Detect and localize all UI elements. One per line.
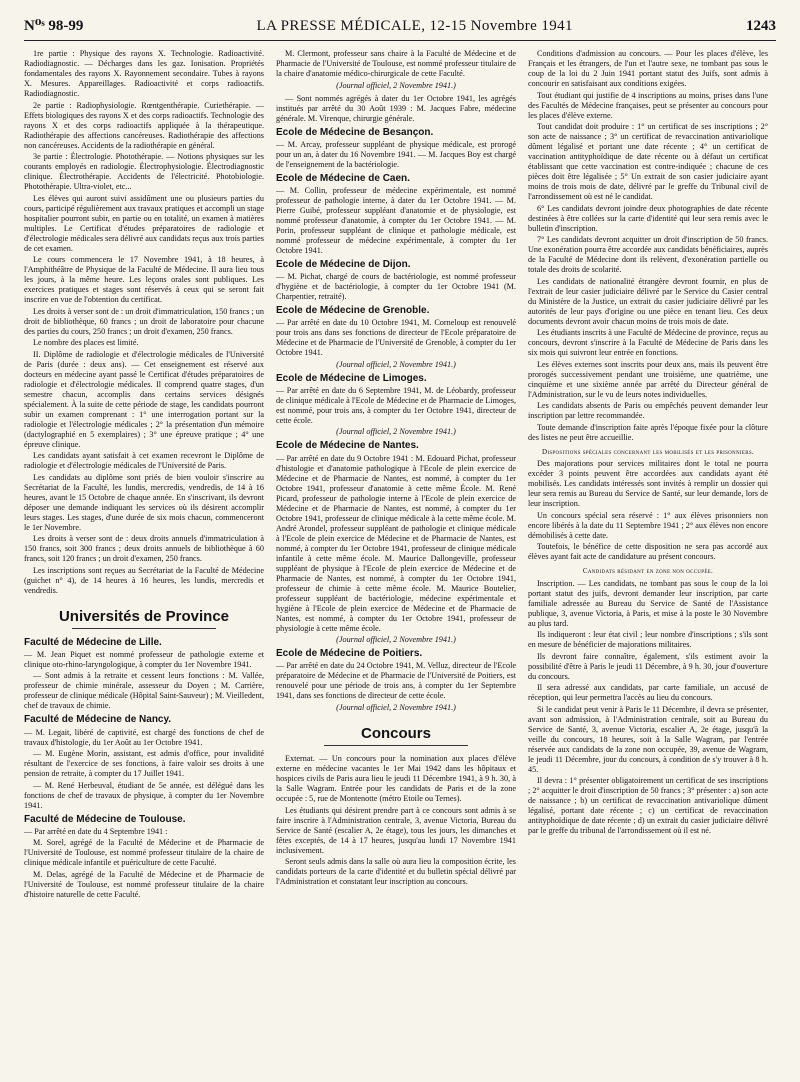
section-paragraph: M. Sorel, agrégé de la Faculté de Médecine et de Pharmacie de l'Université de Toulouse, est nommé professeur titulaire de la chaire de clinique médicale infantile et puériculture de cette Faculté. [24,838,264,868]
paragraph: 1re partie : Physique des rayons X. Technologie. Radioactivité. Radiodiagnostic. — Décharges dans les gaz. Ionisation. Propriétés fondamentales des rayons X. Rayonnement secondaire. Tubes à rayons X. Mesures. Appareillages. Radioactivité et corps radioactifs. Radiodiagnostic. [24,49,264,98]
paragraph: Ils indiqueront : leur état civil ; leur nombre d'inscriptions ; s'ils sont en mesure de bénéficier de majorations militaires. [528,630,768,650]
journal-title: LA PRESSE MÉDICALE, 12-15 Novembre 1941 [256,18,573,34]
paragraph: Inscription. — Les candidats, ne tombant pas sous le coup de la loi portant statut des juifs, devront demander leur inscription, par carte familiale adressée au Bureau du Service de Santé de l'Assistance publique, 3, avenue Victoria, à Paris, et mise à la poste le 30 Novembre au plus tard. [528,578,768,628]
source-citation: (Journal officiel, 2 Novembre 1941.) [336,359,456,369]
section-heading: Faculté de Médecine de Nancy. [24,714,172,726]
paragraph: Les étudiants qui désirent prendre part à ce concours sont admis à se faire inscrire à l'Administration centrale, 3, avenue Victoria, Bureau du Service de Santé (escalier A, 2e étage), tous les jours, les dimanches et fêtes exceptés, de 14 à 17 heures, jusqu'au lundi 17 Novembre 1941 inclusivement. [276,805,516,855]
paragraph: Il sera adressé aux candidats, par carte familiale, un accusé de réception, qui leur permettra l'accès au lieu du concours. [528,683,768,703]
subheading: Dispositions spéciales concernant les mobilisés et les prisonniers. [542,447,754,456]
paragraph: Les candidats de nationalité étrangère devront fournir, en plus de l'extrait de leur casier judiciaire délivré par le Service du Casier central du Ministère de la Justice, un extrait du casier judiciaire délivré par les autorités de leur pays d'origine ou une pièce en tenant lieu. Ces deux documents devront avoir chacun moins de trois mois de date. [528,276,768,326]
column-1 [24,49,264,1075]
section-paragraph: — Par arrêté en date du 9 Octobre 1941 : M. Edouard Pichat, professeur d'histologie et d'anatomie pathologique à l'Ecole de plein exercice de Médecine et de Pharmacie de Nantes, est nommé, à compter du 1er Octobre 1941, professeur d'anatomie à cette même École. M. René Picard, professeur de pathologie interne à l'Ecole de plein exercice de Médecine et de Pharmacie de Nantes, est nommé, à compter du 1er Octobre 1941, professeur de clinique médicale à la cette même école. M. André Arondel, professeur suppléant de pathologie et clinique médicale à l'Ecole de plein exercice de Médecine et de Pharmacie de Nantes, est nommé, à compter du 1er Octobre 1941, professeur de clinique médicale infantile à cette même école. M. Maurice Dallongeville, professeur suppléant de physique à l'Ecole de plein exercice de Médecine et de Pharmacie de Nantes, est nommé, à compter du 1er Octobre 1941, professeur de chimie à cette même école. M. Maurice Boutelier, professeur suppléant de bactériologie, médecine expérimentale et hygiène à l'Ecole de plein exercice de Médecine et de Pharmacie de Nantes, est nommé, à compter du 1er Octobre 1941, professeur de physiologie à cette même école. [276,453,516,633]
page-number: 1243 [746,18,776,34]
column-3 [528,49,768,1075]
section-paragraph: — M. Pichat, chargé de cours de bactériologie, est nommé professeur d'hygiène et de bactériologie, à compter du 1er Octobre 1941 (M. Charpentier, retraité). [276,272,516,302]
source-citation: (Journal officiel, 2 Novembre 1941.) [336,427,456,437]
section-paragraph: M. Delas, agrégé de la Faculté de Médecine et de Pharmacie de l'Université de Toulouse, est nommé professeur titulaire de la chaire d'histoire naturelle de cette Faculté. [24,869,264,899]
source-citation: (Journal officiel, 2 Novembre 1941.) [336,702,456,712]
section-heading: Faculté de Médecine de Lille. [24,636,162,648]
section-title: Universités de Province [58,607,230,625]
section-heading: Ecole de Médecine de Limoges. [276,372,427,384]
section-paragraph: — M. Legait, libéré de captivité, est chargé des fonctions de chef de travaux d'histologie, du 1er Août au 1er Octobre 1941. [24,727,264,747]
paragraph: Les élèves externes sont inscrits pour deux ans, mais ils peuvent être prorogés successivement pendant une troisième, une quatrième, une cinquième et une sixième année par arrêté du Directeur général de l'Administration, sur le vu de leurs notes individuelles. [528,359,768,399]
paragraph: 2e partie : Radiophysiologie. Rœntgenthérapie. Curiethérapie. — Effets biologiques des rayons X et des corps radioactifs. Technologie des rayons X et des corps radioactifs appliquée à la thérapeutique. Radiothérapie des affections cancéreuses. Radiothérapie des affections non cancéreuses. Accidents de la radiothérapie en général. [24,100,264,150]
paragraph: Les inscriptions sont reçues au Secrétariat de la Faculté de Médecine (guichet n° 4), de 14 heures à 16 heures, les lundis, mercredis et vendredis. [24,565,264,595]
paragraph: Si le candidat peut venir à Paris le 11 Décembre, il devra se présenter, avant son admission, à l'Administration centrale, soit au Bureau du Service de Santé, 3, avenue Victoria, escalier A, 2e étage, jusqu'à la veille du concours, 18 heures, soit à la Salle Wagram, par l'entrée réservée aux candidats de la zone non occupée, 39, avenue de Wagram, le jeudi 11 Décembre, jour du concours, à condition de s'y trouver à 8 h. 45. [528,704,768,774]
section-heading: Ecole de Médecine de Caen. [276,172,410,184]
section-paragraph: — Par arrêté en date du 4 Septembre 1941 : [24,826,168,836]
section-title: Concours [360,724,431,742]
paragraph: Les droits à verser sont de : deux droits annuels d'immatriculation à 150 francs, soit 300 francs ; deux droits annuels de bibliothèque à 60 francs, soit 120 francs ; un droit d'examen, 250 francs. [24,534,264,563]
paragraph: 6° Les candidats devront joindre deux photographies de date récente destinées à être collées sur la carte d'identité qui leur sera remis avec le bulletin d'inscription. [528,203,768,233]
header-rule [24,40,776,41]
paragraph: II. Diplôme de radiologie et d'électrologie médicales de l'Université de Paris (durée : deux ans). — Cet enseignement est réservé aux docteurs en médecine ayant passé le Certificat d'études préparatoires de radiologie et d'électrologie médicales. Il comprend quatre stages, d'un semestre chacun, accomplis dans certains services désignés spécialement. À la suite de cette période de stage, les candidats pourront subir un examen comprenant : 1° une interrogation portant sur la radiologie et l'électrologie médicales ; 2° la présentation d'un mémoire (dactylographié en 5 exemplaires) ; 3° une épreuve pratique ; 4° une épreuve clinique. [24,349,264,449]
section-heading: Ecole de Médecine de Besançon. [276,126,434,138]
paragraph: Les candidats absents de Paris ou empêchés peuvent demander leur inscription par lettre recommandée. [528,401,768,420]
page-header [24,16,776,38]
paragraph: Des majorations pour services militaires dont le total ne pourra excéder 3 points peuvent être accordées aux candidats ayant été mobilisés. Les candidats intéressés sont invités à remplir un dossier qui leur sera remis au Bureau du Service de Santé, sur leur demande, lors de leur inscription. [528,459,768,509]
columns [24,49,776,1075]
section-paragraph: — M. Collin, professeur de médecine expérimentale, est nommé professeur de pathologie interne, à dater du 1er Octobre 1941. — M. Pierre Guibé, professeur suppléant d'anatomie et de physiologie, est nommé professeur d'anatomie, à compter du 1er Octobre 1941. — M. Porin, professeur suppléant de clinique et pathologie médicale, est nommé professeur de médecine expérimentale, à compter du 1er Octobre 1941. [276,185,516,255]
section-heading: Ecole de Médecine de Nantes. [276,440,419,452]
section-paragraph: — M. Arcay, professeur suppléant de physique médicale, est prorogé pour un an, à dater du 16 Novembre 1941. — M. Jacques Boy est chargé de l'enseignement de la bactériologie. [276,139,516,169]
section-paragraph: — M. René Herbeuval, étudiant de 5e année, est délégué dans les fonctions de chef de travaux de physique, à compter du 1er Novembre 1941. [24,780,264,810]
paragraph: Externat. — Un concours pour la nomination aux places d'élève externe en médecine vacantes le 1er Mai 1942 dans les hôpitaux et hospices civils de Paris aura lieu le jeudi 11 Décembre 1941, à 9 h. 30, à la Salle Wagram. Entrée pour les candidats de Paris et de la zone occupée : 5, rue de Montenotte (métro Etoile ou Ternes). [276,754,516,804]
section-paragraph: — Sont admis à la retraite et cessent leurs fonctions : M. Vallée, professeur de chimie minérale, assesseur du Doyen ; M. Carrière, professeur de clinique médicale (Hôpital Saint-Sauveur) ; M. Vieilledent, chef de travaux de chimie. [24,671,264,711]
paragraph: Tout candidat doit produire : 1° un certificat de ses inscriptions ; 2° son acte de naissance ; 3° un certificat de revaccination antivariolique dûment légalisé et portant une date récente ; 4° un certificat de vaccination antityphoïdique de date récente ou à défaut un certificat établissant que cette vaccination est contre-indiquée ; chacune de ces pièces doit être légalisée ; 5° Un extrait de son casier judiciaire ayant moins de trois mois de date, délivré par le greffe du Tribunal civil de l'arrondissement où est né le candidat. [528,122,768,201]
section-paragraph: — M. Jean Piquet est nommé professeur de pathologie externe et clinique oto-rhino-laryngologique, à compter du 1er Novembre 1941. [24,649,264,669]
paragraph: Conditions d'admission au concours. — Pour les places d'élève, les Français et les étrangers, de l'un et l'autre sexe, ne tombant pas sous le coup de la loi du 2 Juin 1941 portant statut des Juifs, sont admis à concourir en satisfaisant aux conditions exigées. [528,49,768,88]
paragraph: Les étudiants inscrits à une Faculté de Médecine de province, reçus au concours, devront s'inscrire à la Faculté de Médecine de Paris dans les six mois qui suivront leur entrée en fonctions. [528,328,768,357]
subheading: Candidats résidant en zone non occupée. [582,567,714,576]
paragraph: 3e partie : Électrologie. Photothérapie. — Notions physiques sur les courants employés en radiologie. Électrophysiologie. Électrodiagnostic clinique. Électrothérapie. Accidents de l'électricité. Photobiologie. Photothérapie. Ultra-violet, etc... [24,152,264,191]
section-paragraph: — Par arrêté en date du 10 Octobre 1941, M. Corneloup est renouvelé pour trois ans dans ses fonctions de directeur de l'Ecole préparatoire de Médecine et de Pharmacie de l'Université de Grenoble, à compter du 1er Octobre 1941. [276,318,516,358]
column-2 [276,49,516,1075]
section-paragraph: — Sont nommés agrégés à dater du 1er Octobre 1941, les agrégés institués par arrêté du 30 Août 1939 : M. Jacques Fabre, médecine générale. M. Virenque, chirurgie générale. [276,93,516,123]
paragraph: Les candidats ayant satisfait à cet examen recevront le Diplôme de radiologie et d'électrologie médicales de l'Université de Paris. [24,451,264,470]
title-rule [324,745,468,746]
section-heading: Ecole de Médecine de Poitiers. [276,648,423,660]
section-paragraph: M. Clermont, professeur sans chaire à la Faculté de Médecine et de Pharmacie de l'Université de Toulouse, est nommé professeur titulaire de la chaire d'anatomie médico-chirurgicale de cette Faculté. [276,49,516,78]
section-heading: Faculté de Médecine de Toulouse. [24,813,186,825]
section-paragraph: — M. Eugène Morin, assistant, est admis d'office, pour invalidité résultant de l'exercice de ses fonctions, à faire valoir ses droits à une pension de retraite, à compter du 17 Juillet 1941. [24,749,264,779]
paragraph: 7° Les candidats devront acquitter un droit d'inscription de 50 francs. Une exonération pourra être accordée aux candidats bénéficiaires, auprès de la Faculté de Médecine dont ils relèvent, d'exonération partielle ou totale des droits de scolarité. [528,235,768,274]
section-heading: Ecole de Médecine de Dijon. [276,258,411,270]
section-heading: Ecole de Médecine de Grenoble. [276,305,430,317]
paragraph: Il devra : 1° présenter obligatoirement un certificat de ses inscriptions ; 2° acquitter le droit d'inscription de 50 francs ; 3° présenter : a) son acte de naissance ; b) un certificat de revaccination antivariolique dûment légalisé, portant date récente ; c) un certificat de revaccination antityphoïdique de date récente ; d) un extrait du casier judiciaire délivré par le greffe du tribunal de l'arrondissement où il est né. [528,776,768,836]
title-rule [72,628,216,629]
paragraph: Un concours spécial sera réservé : 1° aux élèves prisonniers non encore libérés à la date du 11 Septembre 1941 ; 2° aux élèves non encore démobilisés à cette date. [528,510,768,540]
section-paragraph: — Par arrêté en date du 6 Septembre 1941, M. de Léobardy, professeur de clinique médicale à l'Ecole de Médecine et de Pharmacie de Limoges, est nommé, pour trois ans, à compter du 1er Octobre 1941, directeur de cette école. [276,385,516,425]
paragraph: Ils devront faire connaître, également, s'ils estiment avoir la possibilité d'être à Paris le jeudi 11 Décembre, à 9 h. 30, jour d'ouverture du concours. [528,651,768,681]
paragraph: Les élèves qui auront suivi assidûment une ou plusieurs parties du cours, participé régulièrement aux travaux pratiques et accompli un stage hospitalier pourront subir, en partie ou en totalité, un examen à matières multiples. Le Certificat d'études préparatoires de radiologie et d'électrologie médicales sera délivré aux candidats reçus aux trois parties de cet examen. [24,193,264,253]
paragraph: Tout étudiant qui justifie de 4 inscriptions au moins, prises dans l'une des Facultés de Médecine françaises, peut se présenter au concours pour les places d'élève externe. [528,90,768,120]
source-citation: (Journal officiel, 2 Novembre 1941.) [336,635,456,645]
paragraph: Toutefois, le bénéfice de cette disposition ne sera pas accordé aux élèves ayant fait acte de candidature au présent concours. [528,542,768,562]
section-paragraph: — Par arrêté en date du 24 Octobre 1941, M. Velluz, directeur de l'Ecole préparatoire de Médecine et de Pharmacie de l'Université de Poitiers, est renouvelé pour une période de trois ans, à compter du 1er Septembre 1941, dans ses fonctions de directeur de cette école. [276,661,516,701]
paragraph: Toute demande d'inscription faite après l'époque fixée pour la clôture des listes ne peut être accueillie. [528,422,768,442]
paragraph: Les droits à verser sont de : un droit d'immatriculation, 150 francs ; un droit de bibliothèque, 60 francs ; un droit de laboratoire pour chacune des parties du cours, 250 francs ; un droit d'examen, 250 francs. [24,306,264,336]
source-citation: (Journal officiel, 2 Novembre 1941.) [336,80,456,90]
paragraph: Les candidats au diplôme sont priés de bien vouloir s'inscrire au Secrétariat de la Faculté, les lundis, mercredis, vendredis, de 14 à 16 heures, avant le 15 Octobre de chaque année. En s'inscrivant, ils devront déposer une demande indiquant les services où ils désirent accomplir leurs stages. Les stages, d'une durée de six mois chacun, commenceront le 1er Novembre. [24,472,264,532]
issue-number: N⁰ˢ 98-99 [24,18,84,34]
paragraph: Le nombre des places est limité. [33,338,139,347]
paragraph: Le cours commencera le 17 Novembre 1941, à 18 heures, à l'Amphithéâtre de Physique de la Faculté de Médecine. Il aura lieu tous les jours, à la même heure. Les leçons orales sont publiques. Les exercices pratiques et stages sont réservés à ceux qui se seront fait inscrire en vue de l'obtention du certificat. [24,255,264,304]
paragraph: Seront seuls admis dans la salle où aura lieu la composition écrite, les candidats porteurs de la carte d'identité et du bulletin spécial délivré par l'Administration et constatant leur inscription au concours. [276,857,516,887]
